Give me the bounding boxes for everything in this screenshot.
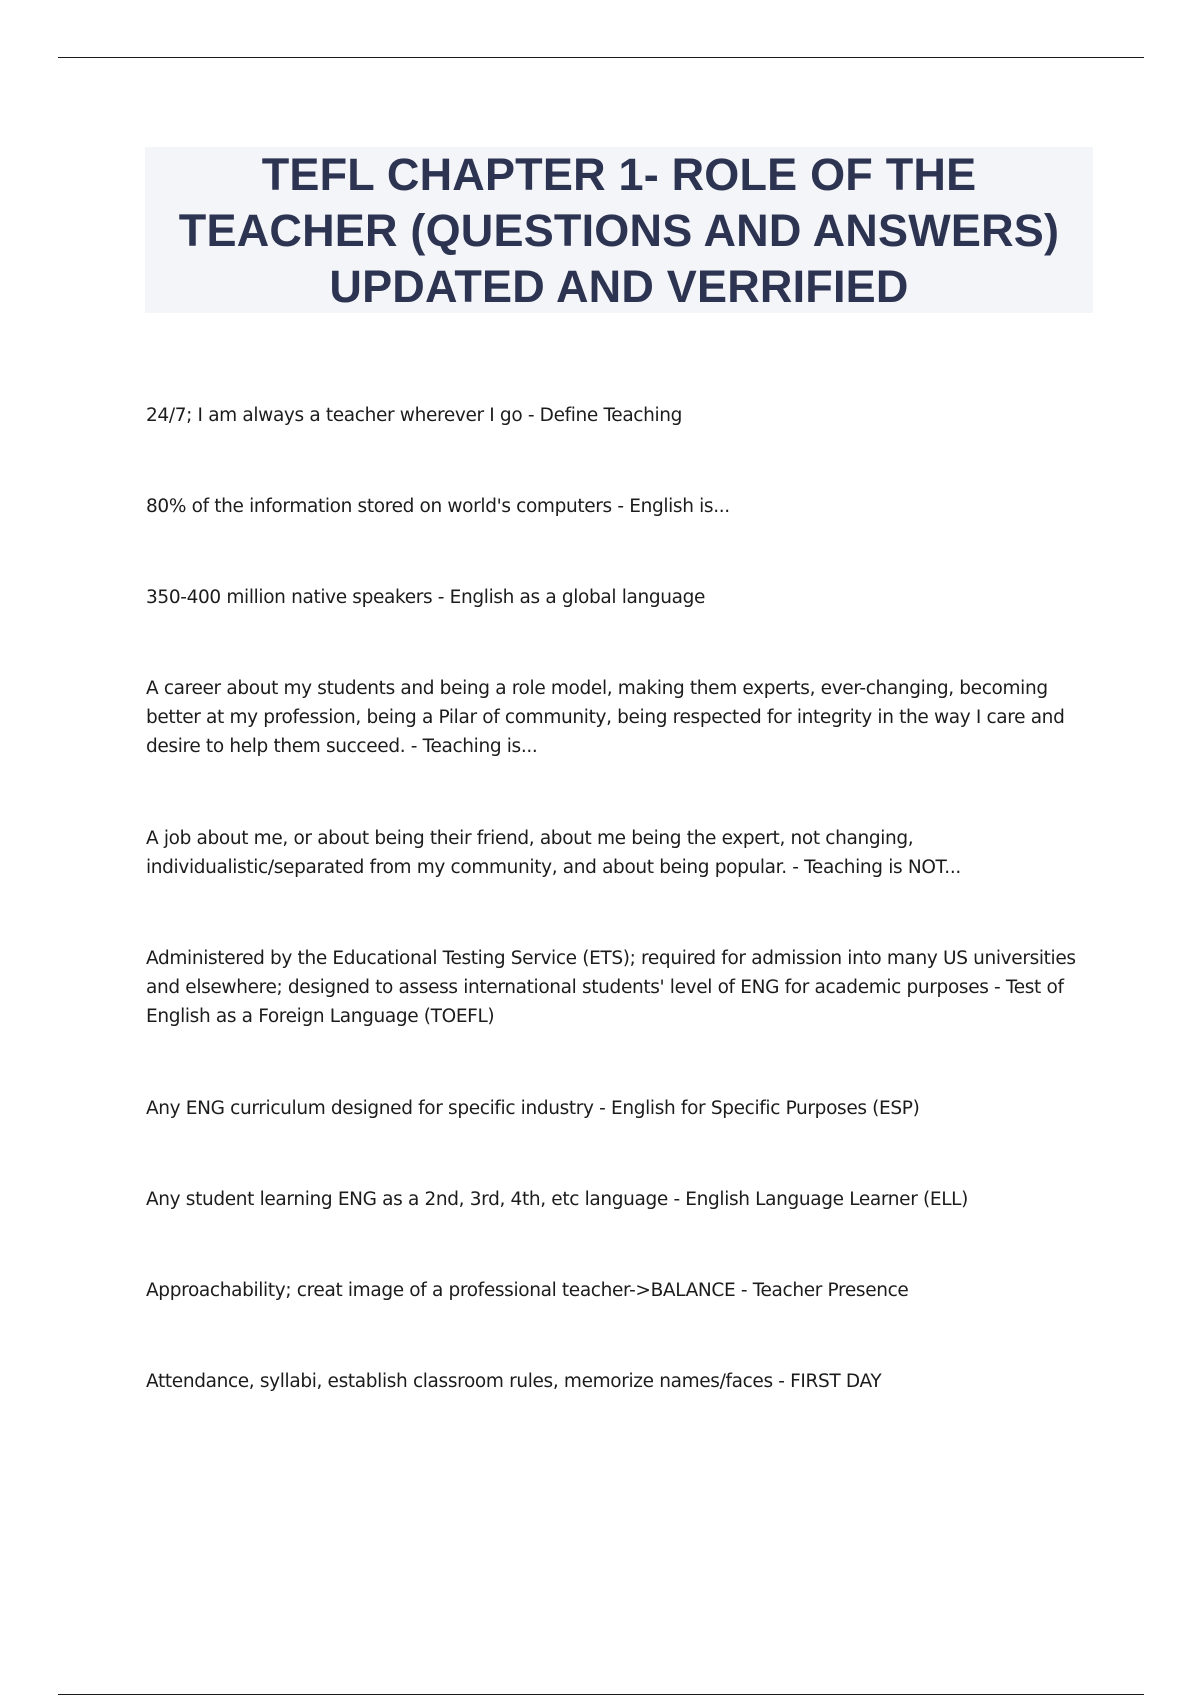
qa-item-4: A career about my students and being a role model, making them experts, ever-changing, becoming better at my profession, being a Pilar of community, being respected for integrity in the way I care and desire to help them succeed. - Teaching is... <box>146 678 1065 757</box>
bottom-rule <box>58 1694 1144 1695</box>
qa-item-9: Approachability; creat image of a professional teacher->BALANCE - Teacher Presence <box>146 1280 909 1301</box>
qa-item-2: 80% of the information stored on world's computers - English is... <box>146 496 730 517</box>
title-line-3: UPDATED AND VERRIFIED <box>329 261 909 312</box>
title-line-2: TEACHER (QUESTIONS AND ANSWERS) <box>178 205 1060 256</box>
qa-item-5: A job about me, or about being their friend, about me being the expert, not changing, individualistic/separated from my community, and about being popular. - Teaching is NOT... <box>146 828 961 878</box>
qa-item-3: 350-400 million native speakers - English as a global language <box>146 587 706 608</box>
qa-item-7: Any ENG curriculum designed for specific industry - English for Specific Purposes (ESP) <box>146 1098 920 1119</box>
qa-item-8: Any student learning ENG as a 2nd, 3rd, 4th, etc language - English Language Learner (ELL) <box>146 1189 968 1210</box>
qa-item-6: Administered by the Educational Testing Service (ETS); required for admission into many US universities and elsewhere; designed to assess international students' level of ENG for academic purposes - Test of English as a Foreign Language (TOEFL) <box>146 948 1076 1027</box>
title-block <box>145 147 1093 313</box>
title-line-1: TEFL CHAPTER 1- ROLE OF THE <box>261 149 977 200</box>
qa-item-10: Attendance, syllabi, establish classroom rules, memorize names/faces - FIRST DAY <box>146 1371 882 1392</box>
qa-item-1: 24/7; I am always a teacher wherever I go - Define Teaching <box>146 405 683 426</box>
document-title <box>145 147 1093 315</box>
top-rule <box>58 57 1144 58</box>
